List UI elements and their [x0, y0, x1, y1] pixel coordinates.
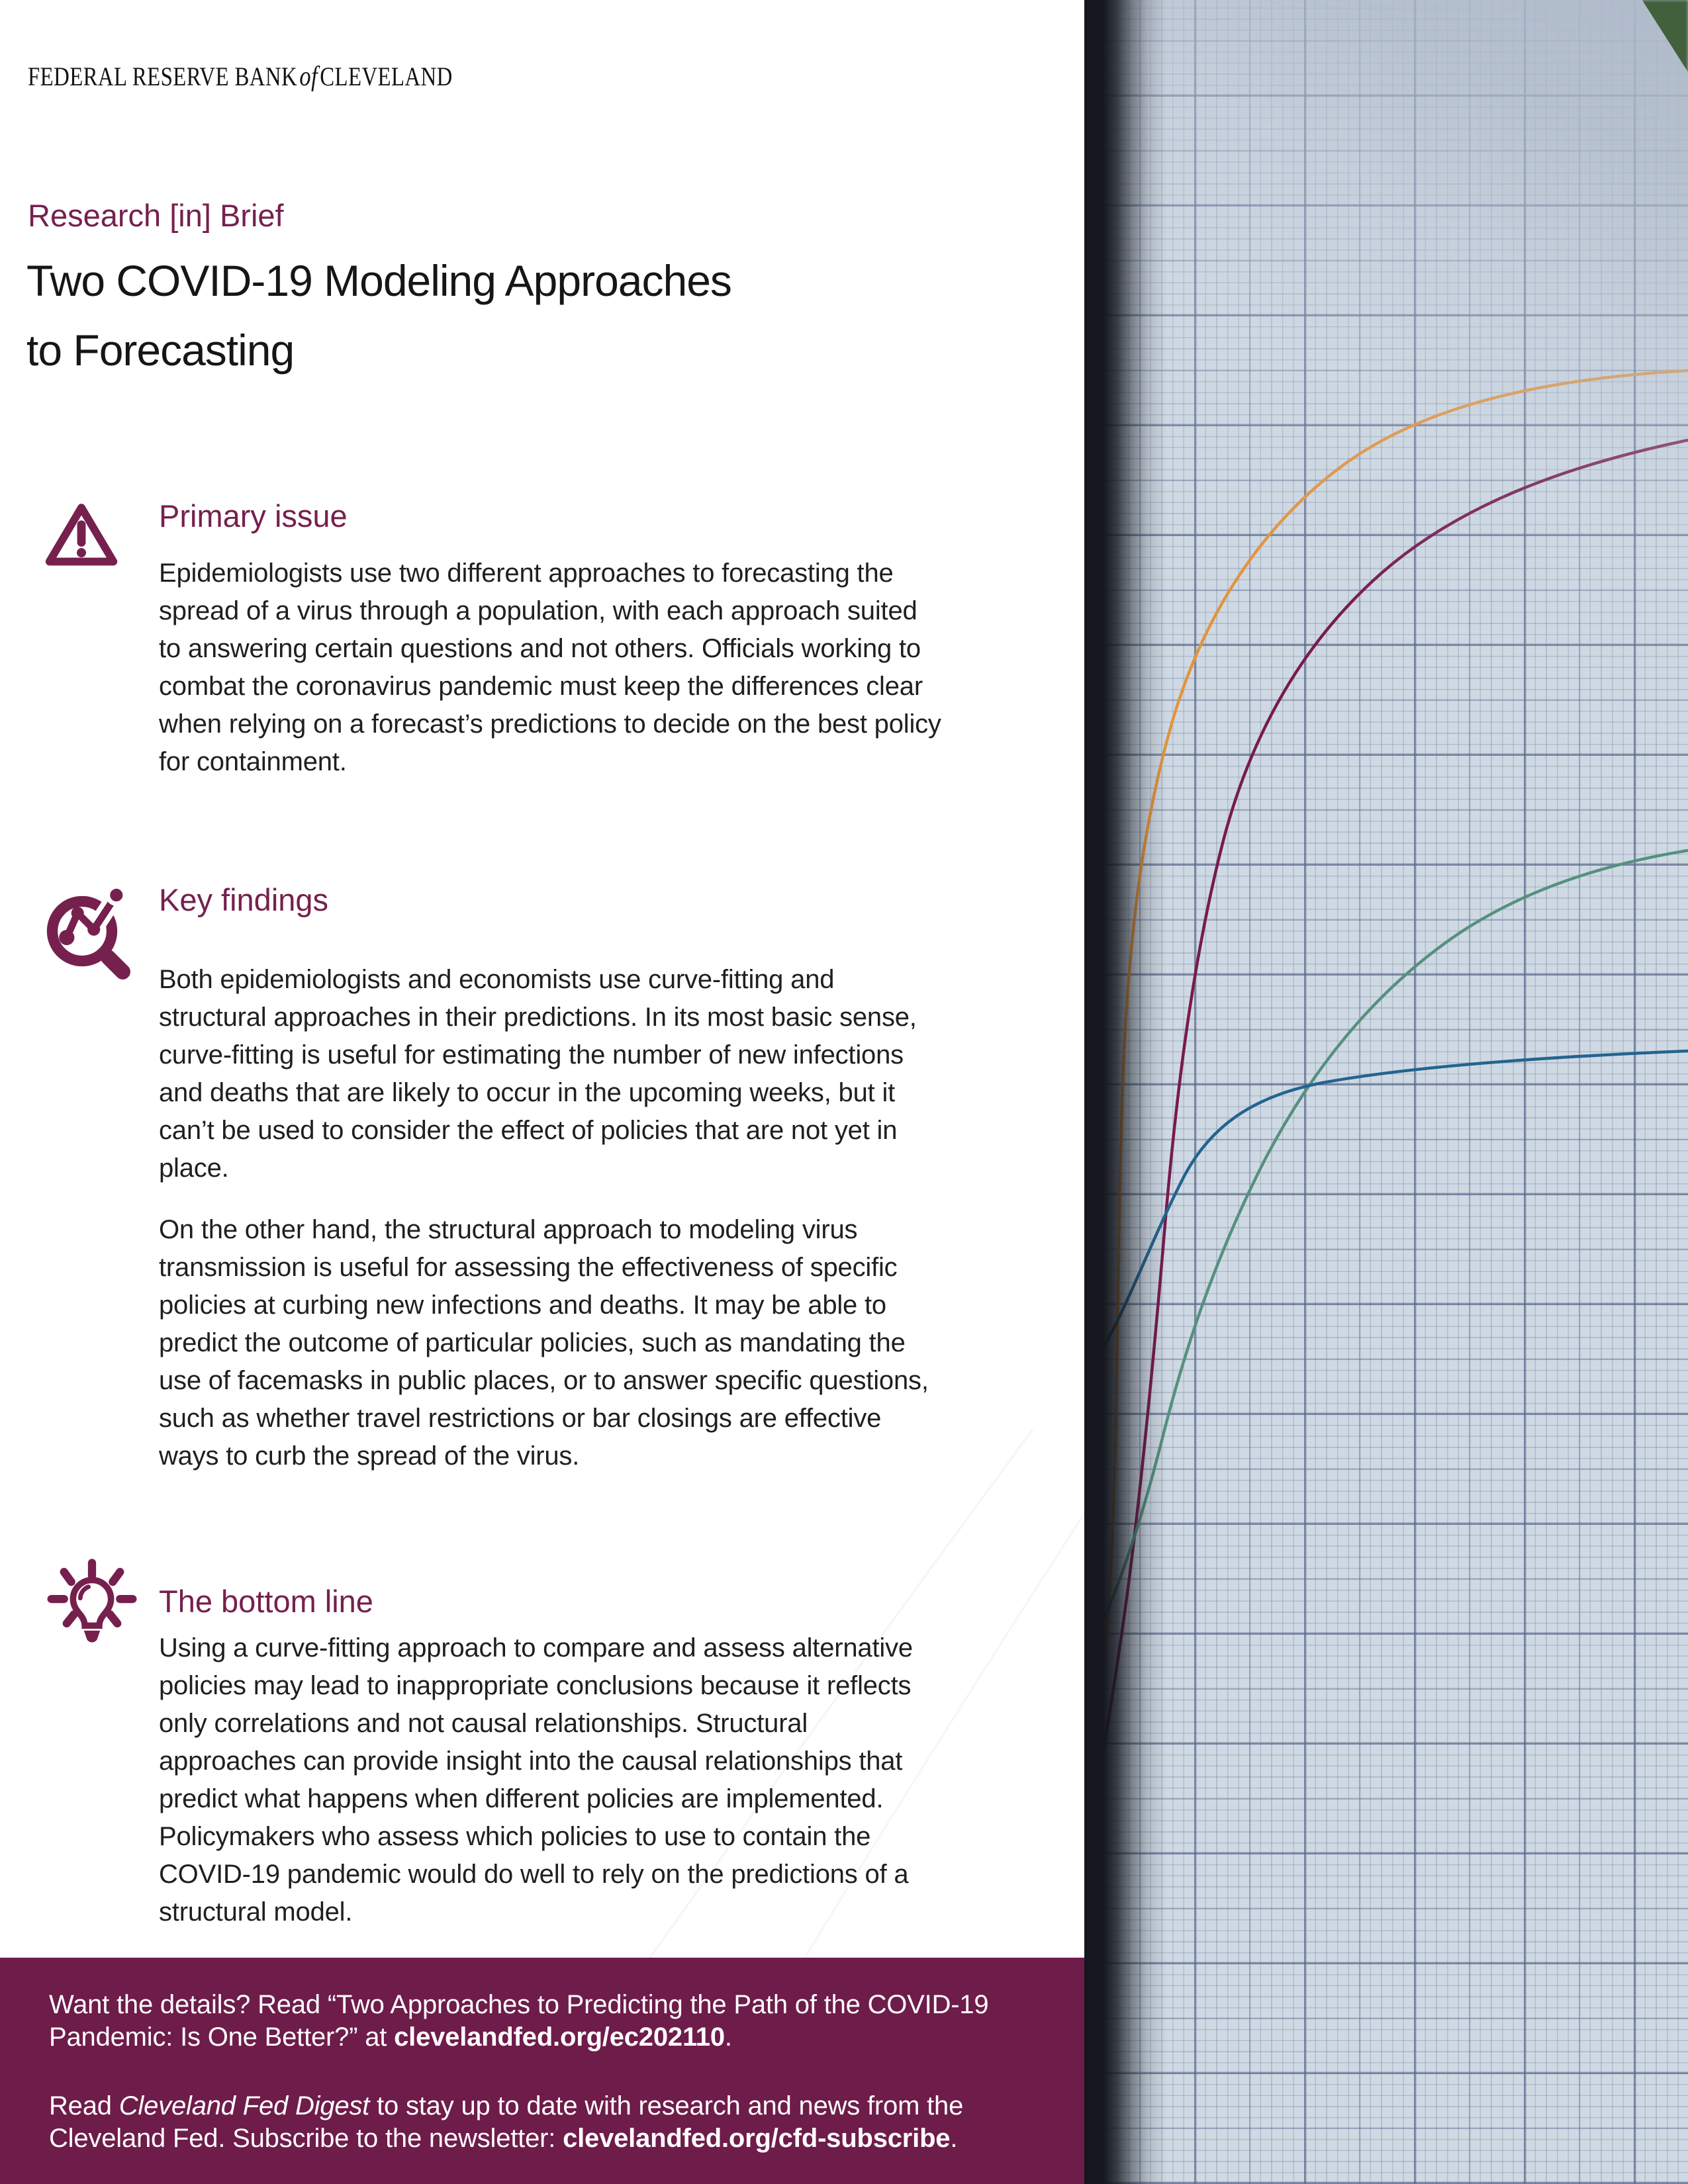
section-paragraph: Both epidemiologists and economists use curve-fitting and structural approaches in their predictions. In its most basic sense, curve-fitting is useful for estimating the number of new infections and deaths that are likely to occur in the upcoming weeks, but it can’t be used to consider the effect of policies that are not yet in place. — [159, 965, 917, 1183]
logo-of: of — [299, 62, 318, 92]
cleveland-fed-digest-title: Cleveland Fed Digest — [118, 2091, 370, 2120]
magnifier-trendline-icon — [42, 882, 142, 987]
title-line-2: to Forecasting — [26, 326, 295, 375]
footer-paragraph-digest — [49, 2090, 1009, 2155]
cfd-subscribe-link[interactable]: clevelandfed.org/cfd-subscribe — [563, 2124, 951, 2153]
section-bottom-line — [0, 1583, 1084, 1931]
footer-band — [0, 1958, 1084, 2184]
lightbulb-icon — [42, 1557, 142, 1662]
ec202110-link[interactable]: clevelandfed.org/ec202110 — [394, 2023, 725, 2052]
section-paragraph: On the other hand, the structural approach to modeling virus transmission is useful for assessing the effectiveness of specific policies at curbing new infections and deaths. It may be able to predict the outcome of particular policies, such as mandating the use of facemasks in public places, or to answer specific questions, such as whether travel restrictions or bar closings are effective ways to curb the spread of the virus. — [159, 1215, 929, 1471]
series-eyebrow: Research [in] Brief — [28, 198, 284, 233]
section-paragraph: Epidemiologists use two different approaches to forecasting the spread of a virus through a population, with each approach suited to answering certain questions and not others. Officials working to combat the coronavirus pandemic must keep the differences clear when relying on a forecast’s predictions to decide on the best policy for containment. — [159, 559, 941, 776]
footer-text: . — [950, 2124, 958, 2153]
graph-paper-photo — [1084, 0, 1688, 2184]
section-heading: Key findings — [159, 882, 329, 917]
section-primary-issue — [0, 498, 1084, 781]
section-heading: The bottom line — [159, 1584, 373, 1619]
footer-text: . — [724, 2023, 732, 2052]
paper-corner-haze — [1084, 0, 1688, 2184]
footer-text: to stay up to date with research and news from the Cleveland Fed. Subscribe to the newsletter: — [49, 2091, 964, 2153]
logo-text-suffix: CLEVELAND — [320, 62, 453, 91]
section-paragraph: Using a curve-fitting approach to compare and assess alternative policies may lead to inappropriate conclusions because it reflects only correlations and not causal relationships. Structural approaches can provide insight into the causal relationships that predict what happens when different policies are implemented. Policymakers who assess which policies to use to contain the COVID-19 pandemic would do well to rely on the predictions of a structural model. — [159, 1633, 913, 1927]
page-title — [26, 246, 731, 385]
warning-triangle-icon — [42, 498, 142, 604]
logo-text: FEDERAL RESERVE BANK — [28, 62, 298, 91]
title-line-1: Two COVID-19 Modeling Approaches — [26, 256, 731, 305]
footer-text: Want the details? Read “Two Approaches to Predicting the Path of the COVID-19 Pandemic: Is One Better?” at — [49, 1990, 989, 2052]
footer-paragraph-details — [49, 1989, 1009, 2054]
page-edge-shadow — [1084, 0, 1167, 2184]
footer-text: Read — [49, 2091, 119, 2120]
section-heading: Primary issue — [159, 498, 348, 533]
section-key-findings — [0, 882, 1084, 1475]
cleveland-fed-logo — [28, 61, 453, 93]
